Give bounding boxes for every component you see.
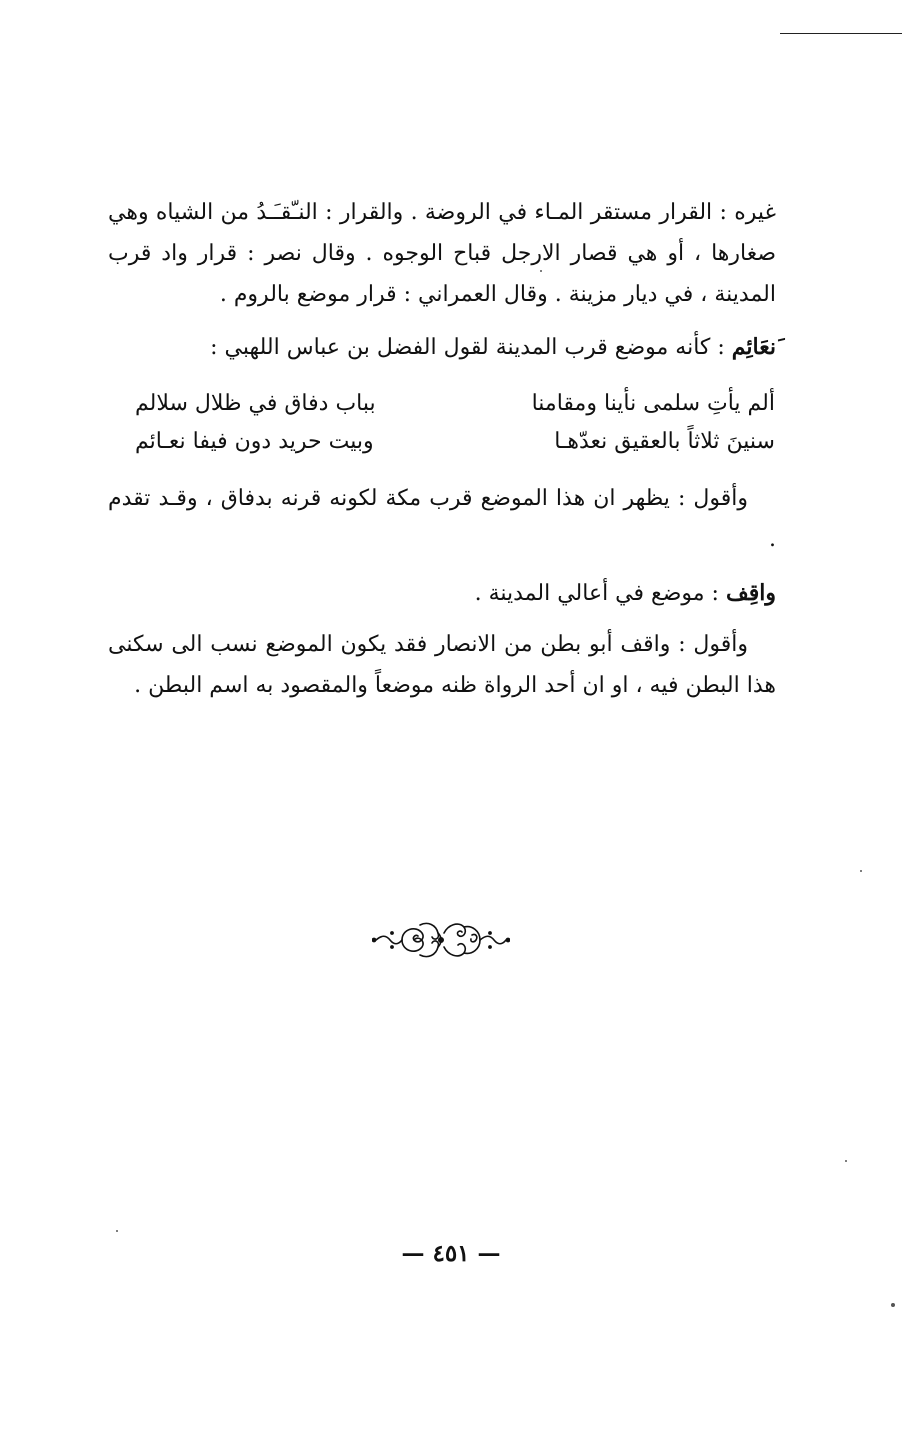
paragraph-text: وأقول : يظهر ان هذا الموضع قرب مكة لكونه قرنه بدفاق ، وقـد تقدم . [108, 486, 776, 552]
entry-line [108, 573, 776, 614]
page-number: — ٤٥١ — [401, 1240, 501, 1267]
verse-2-second-hemistich: وبيت حريد دون فيفا نعـائم [135, 429, 374, 454]
verse-2-first-hemistich: سنينَ ثلاثاً بالعقيق نعدّهـا [554, 429, 775, 454]
entry-definition: : موضع في أعالي المدينة . [474, 581, 726, 606]
verse-1-first-hemistich: ألم يأتِ سلمى نأينا ومقامنا [531, 391, 775, 416]
paragraph-text: غيره : القرار مستقر المـاء في الروضة . والقرار : النـّقـَـدُ من الشياه وهي صغارها ، أو هي قصار الارجل قباح الوجوه . وقال نصر : قرار واد قرب المدينة ، في ديار مزينة . وقال العمراني : قرار موضع بالروم . [108, 200, 776, 307]
top-rule [780, 33, 902, 34]
scan-speck [860, 870, 862, 872]
entry-definition: : كأنه موضع قرب المدينة لقول الفضل بن عباس اللهبي : [210, 335, 732, 360]
headword-naaim: َنعَائِم [731, 334, 776, 360]
entry-line [108, 327, 776, 368]
verse-1-second-hemistich: بباب دفاق في ظلال سلالم [135, 391, 376, 416]
paragraph-commentary-2 [108, 624, 776, 706]
scan-speck [891, 1303, 895, 1307]
headword-waqif: واقِف [725, 580, 776, 606]
paragraph-commentary-1 [108, 478, 776, 560]
floral-ornament-icon [372, 915, 510, 965]
entry-waqif [108, 573, 776, 614]
scan-speck [845, 1160, 847, 1162]
entry-naaim [108, 327, 776, 368]
paragraph-text: وأقول : واقف أبو بطن من الانصار فقد يكون الموضع نسب الى سكنى هذا البطن فيه ، او ان أحد الرواة ظنه موضعاً والمقصود به اسم البطن . [108, 632, 776, 698]
scan-speck [116, 1230, 118, 1232]
paragraph-qarar [108, 192, 776, 315]
scan-speck [540, 270, 542, 272]
